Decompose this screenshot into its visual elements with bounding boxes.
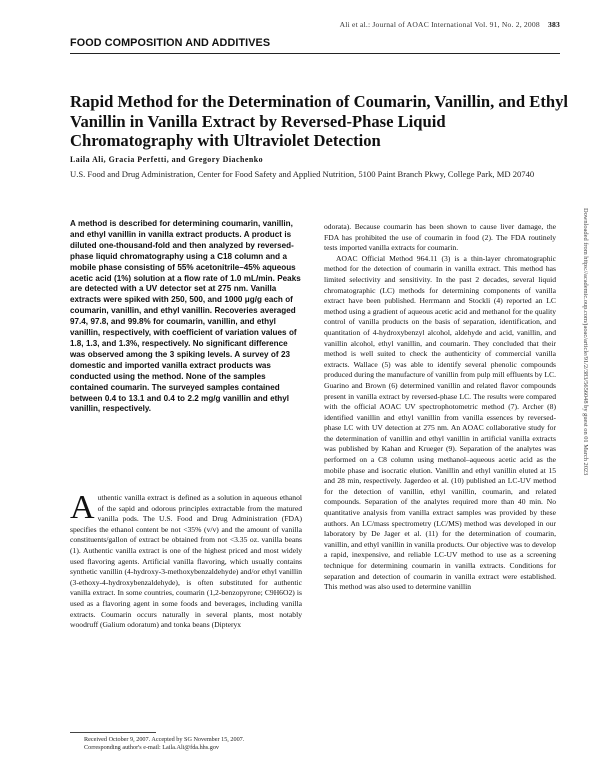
author-list: Laila Ali, Gracia Perfetti, and Gregory Diachenko bbox=[70, 155, 264, 164]
author-affiliation: U.S. Food and Drug Administration, Center for Food Safety and Applied Nutrition, 5100 Paint Branch Pkwy, College Park, MD 20740 bbox=[70, 169, 535, 179]
introduction-text: uthentic vanilla extract is defined as a solution in aqueous ethanol of the sapid and odorous principles extractable from the matured vanilla pods. The U.S. Food and Drug Administration (FDA) specifies the ethanol content be not <35% (v/v) and the amount of vanilla constituents/gallon of extract be obtained from not <3.35 oz. vanilla beans (1). Authentic vanilla extract is one of the highest priced and most widely used flavoring agents. Artificial vanilla flavoring, which usually contains synthetic vanillin (4-hydroxy-3-methoxybenzaldehyde) and/or ethyl vanillin (3-ethoxy-4-hydroxybenzaldehyde), is often substituted for authentic vanilla extract. In some countries, coumarin (1,2-benzopyrone; C9H6O2) is used as a flavoring agent in some foods and beverages, including vanilla extracts. Coumarin occurs naturally in several plants, most notably woodruff (Galium odoratum) and tonka beans (Dipteryx bbox=[70, 493, 302, 630]
footnotes bbox=[84, 736, 304, 752]
body-paragraph-2: AOAC Official Method 964.11 (3) is a thin-layer chromatographic method for the detection of coumarin in vanilla extract. This method has limited selectivity and sensitivity. In the past 2 decades, several liquid chromatographic (LC) methods for determining components of vanilla extract have been published. Herrmann and Stockli (4) reported an LC method using a gradient of aqueous acetic acid and methanol for the quality control of vanilla products on the basis of separation, identification, and quantitation of 4-hydroxybenzyl alcohol, aldehyde and acid, vanillin, and vanillin alcohol, ethyl vanillin, and coumarin. They concluded that their method is well suited to check the authenticity of commercial vanilla extracts. Wallace (5) was able to identify several phenolic compounds produced during the manufacture of vanillin from pulp mill effluents by LC. Guarino and Brown (6) determined vanillin and related flavor compounds present in vanilla extract by reversed-phase LC. The results were compared with the official AOAC UV spectrophotometric method (7). Archer (8) identified vanillin and ethyl vanillin from vanilla essences by reversed-phase LC with UV detection at 275 nm. An AOAC collaborative study for the determination of vanillin and ethyl vanillin in artificial vanilla extracts was published by Kahan and Krueger (9). Separation of the analytes was performed on a C8 column using methanol–aqueous acetic acid as the mobile phase and isocratic elution. Vanillin and ethyl vanillin eluted at 15 and 28 min, respectively. Jagerdeo et al. (10) published an LC-UV method for the detection of vanillin, ethyl vanillin, coumarin, and related compounds. Separation of the analytes required more than 40 min. No quantitative analysis from vanilla extract samples was provided by these authors. An LC/mass spectrometry (LC/MS) method was developed in our laboratory by De Jager et al. (11) for the determination of coumarin, vanillin, and ethyl vanillin in vanilla products. Our objective was to develop a rapid, inexpensive, and reliable LC-UV method to use as a screening technique for determining coumarin in vanilla extracts. Conditions for separation and detection of coumarin in vanilla extract were established. This method was also used to determine vanillin bbox=[324, 253, 556, 592]
corresponding-author-note: Corresponding author's e-mail: Laila.Ali@fda.hhs.gov bbox=[84, 744, 220, 752]
article-title: Rapid Method for the Determination of Coumarin, Vanillin, and Ethyl Vanillin in Vanilla Extract by Reversed-Phase Liquid Chromatography with Ultraviolet Detection bbox=[70, 92, 569, 151]
right-column bbox=[324, 222, 556, 593]
footnote-divider bbox=[70, 732, 156, 733]
running-header bbox=[340, 20, 560, 29]
abstract: A method is described for determining coumarin, vanillin, and ethyl vanillin in vanilla extract products. A product is diluted one-thousand-fold and then analyzed by reversed-phase liquid chromatography using a C18 column and a mobile phase consisting of 55% acetonitrile–45% aqueous acetic acid (1%) solution at a flow rate of 1.0 mL/min. Peaks are detected with a UV detector set at 275 nm. Vanilla extracts were spiked with 250, 500, and 1000 μg/g each of coumarin, vanillin, and ethyl vanillin. Recoveries averaged 97.4, 97.8, and 99.8% for coumarin, vanillin, and ethyl vanillin, respectively, with coefficient of variation values of 1.8, 1.3, and 1.3%, respectively. No significant difference was observed among the 3 spiking levels. A survey of 23 domestic and imported vanilla extract products was conducted using the method. None of the samples contained coumarin. The surveyed samples contained between 0.4 to 13.1 and 0.4 to 2.2 mg/g vanillin and ethyl vanillin, respectively. bbox=[70, 219, 301, 414]
page-number: 383 bbox=[548, 20, 560, 29]
section-divider bbox=[70, 53, 560, 54]
section-label: FOOD COMPOSITION AND ADDITIVES bbox=[70, 37, 271, 49]
introduction-paragraph bbox=[70, 489, 302, 631]
drop-cap: A bbox=[70, 489, 95, 526]
download-notice bbox=[578, 208, 592, 606]
running-title: Ali et al.: Journal of AOAC International Vol. 91, No. 2, 2008 bbox=[339, 20, 540, 29]
download-notice-text: Downloaded from https://academic.oup.com/jaoac/article/91/2/383/5656048 by guest on 01 March 2023 bbox=[582, 208, 589, 476]
body-paragraph-1: odorata). Because coumarin has been shown to cause liver damage, the FDA has prohibited the use of coumarin in food (2). The FDA routinely tests imported vanilla extracts for coumarin. bbox=[324, 222, 556, 253]
received-note: Received October 9, 2007. Accepted by SG November 15, 2007. bbox=[84, 736, 245, 743]
